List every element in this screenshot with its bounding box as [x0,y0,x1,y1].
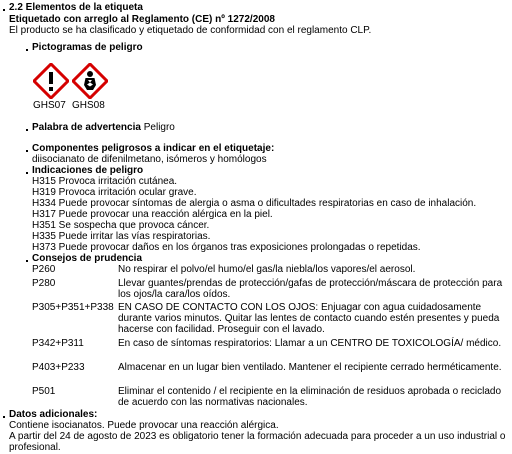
hazard-statement: H334 Puede provocar síntomas de alergia o asma o dificultades respiratorias en caso de inhalación. [32,198,477,209]
additional-text: Contiene isocianatos. Puede provocar una reacción alérgica. [9,420,279,431]
signal-word-line [32,123,175,134]
hazard-statement: H315 Provoca irritación cutánea. [32,176,178,187]
hazard-statement: H317 Puede provocar una reacción alérgica en la piel. [32,209,273,220]
bullet-dot [26,49,28,51]
pictogram-code-ghs07: GHS07 [33,100,66,111]
hazard-statement: H373 Puede provocar daños en los órganos tras exposiciones prolongadas o repetidas. [32,242,421,253]
bullet-dot [26,172,28,174]
pictogram-code-ghs08: GHS08 [72,100,105,111]
additional-label: Datos adicionales: [9,409,98,420]
precaution-code: P342+P311 [32,338,84,349]
signal-word-label: Palabra de advertencia [32,122,141,133]
health-hazard-icon [72,63,108,99]
bullet-dot [3,9,5,11]
bullet-dot [26,260,28,262]
precaution-text: Llevar guantes/prendas de protección/gafas de protección/máscara de protección para los ojos/la cara/los oídos. [118,278,503,300]
signal-word-value: Peligro [143,122,175,133]
exclamation-mark-icon [33,63,69,99]
bullet-dot [26,150,28,152]
precaution-text: Eliminar el contenido / el recipiente en la eliminación de residuos aprobada o reciclado de acuerdo con las normativas nacionales. [118,386,502,408]
precaution-code: P305+P351+P338 [32,302,114,313]
precaution-code: P280 [32,278,56,289]
precaution-code: P501 [32,386,56,397]
precaution-code: P260 [32,264,56,275]
precaution-text: Almacenar en un lugar bien ventilado. Mantener el recipiente cerrado herméticamente. [118,362,502,373]
hazard-statement: H335 Puede irritar las vías respiratorias. [32,231,211,242]
bullet-dot [26,129,28,131]
components-value: diisocianato de difenilmetano, isómeros y homólogos [32,154,267,165]
precaution-text: En caso de síntomas respiratorios: Llamar a un CENTRO DE TOXICOLOGÍA/ médico. [118,338,502,349]
additional-text: A partir del 24 de agosto de 2023 es obligatorio tener la formación adecuada para proceder a un uso industrial o profesional. [9,431,506,453]
components-label: Componentes peligrosos a indicar en el etiquetaje: [32,143,275,154]
bullet-dot [3,416,5,418]
precaution-text: No respirar el polvo/el humo/el gas/la niebla/los vapores/el aerosol. [118,264,416,275]
regulation-title: Etiquetado con arreglo al Reglamento (CE) nº 1272/2008 [9,14,275,25]
hazard-statements-label: Indicaciones de peligro [32,165,144,176]
hazard-statement: H351 Se sospecha que provoca cáncer. [32,220,210,231]
section-heading: 2.2 Elementos de la etiqueta [9,2,143,13]
precaution-text: EN CASO DE CONTACTO CON LOS OJOS: Enjuagar con agua cuidadosamente durante varios minutos. Quitar las lentes de contacto cuando estén presentes y pueda hacerse con facilidad. Proseguir con el lavado. [118,302,500,335]
pictograms-label: Pictogramas de peligro [32,42,143,53]
regulation-text: El producto se ha clasificado y etiquetado de conformidad con el reglamento CLP. [9,25,372,36]
precaution-code: P403+P233 [32,362,85,373]
hazard-statement: H319 Provoca irritación ocular grave. [32,187,197,198]
precautionary-label: Consejos de prudencia [32,253,143,264]
